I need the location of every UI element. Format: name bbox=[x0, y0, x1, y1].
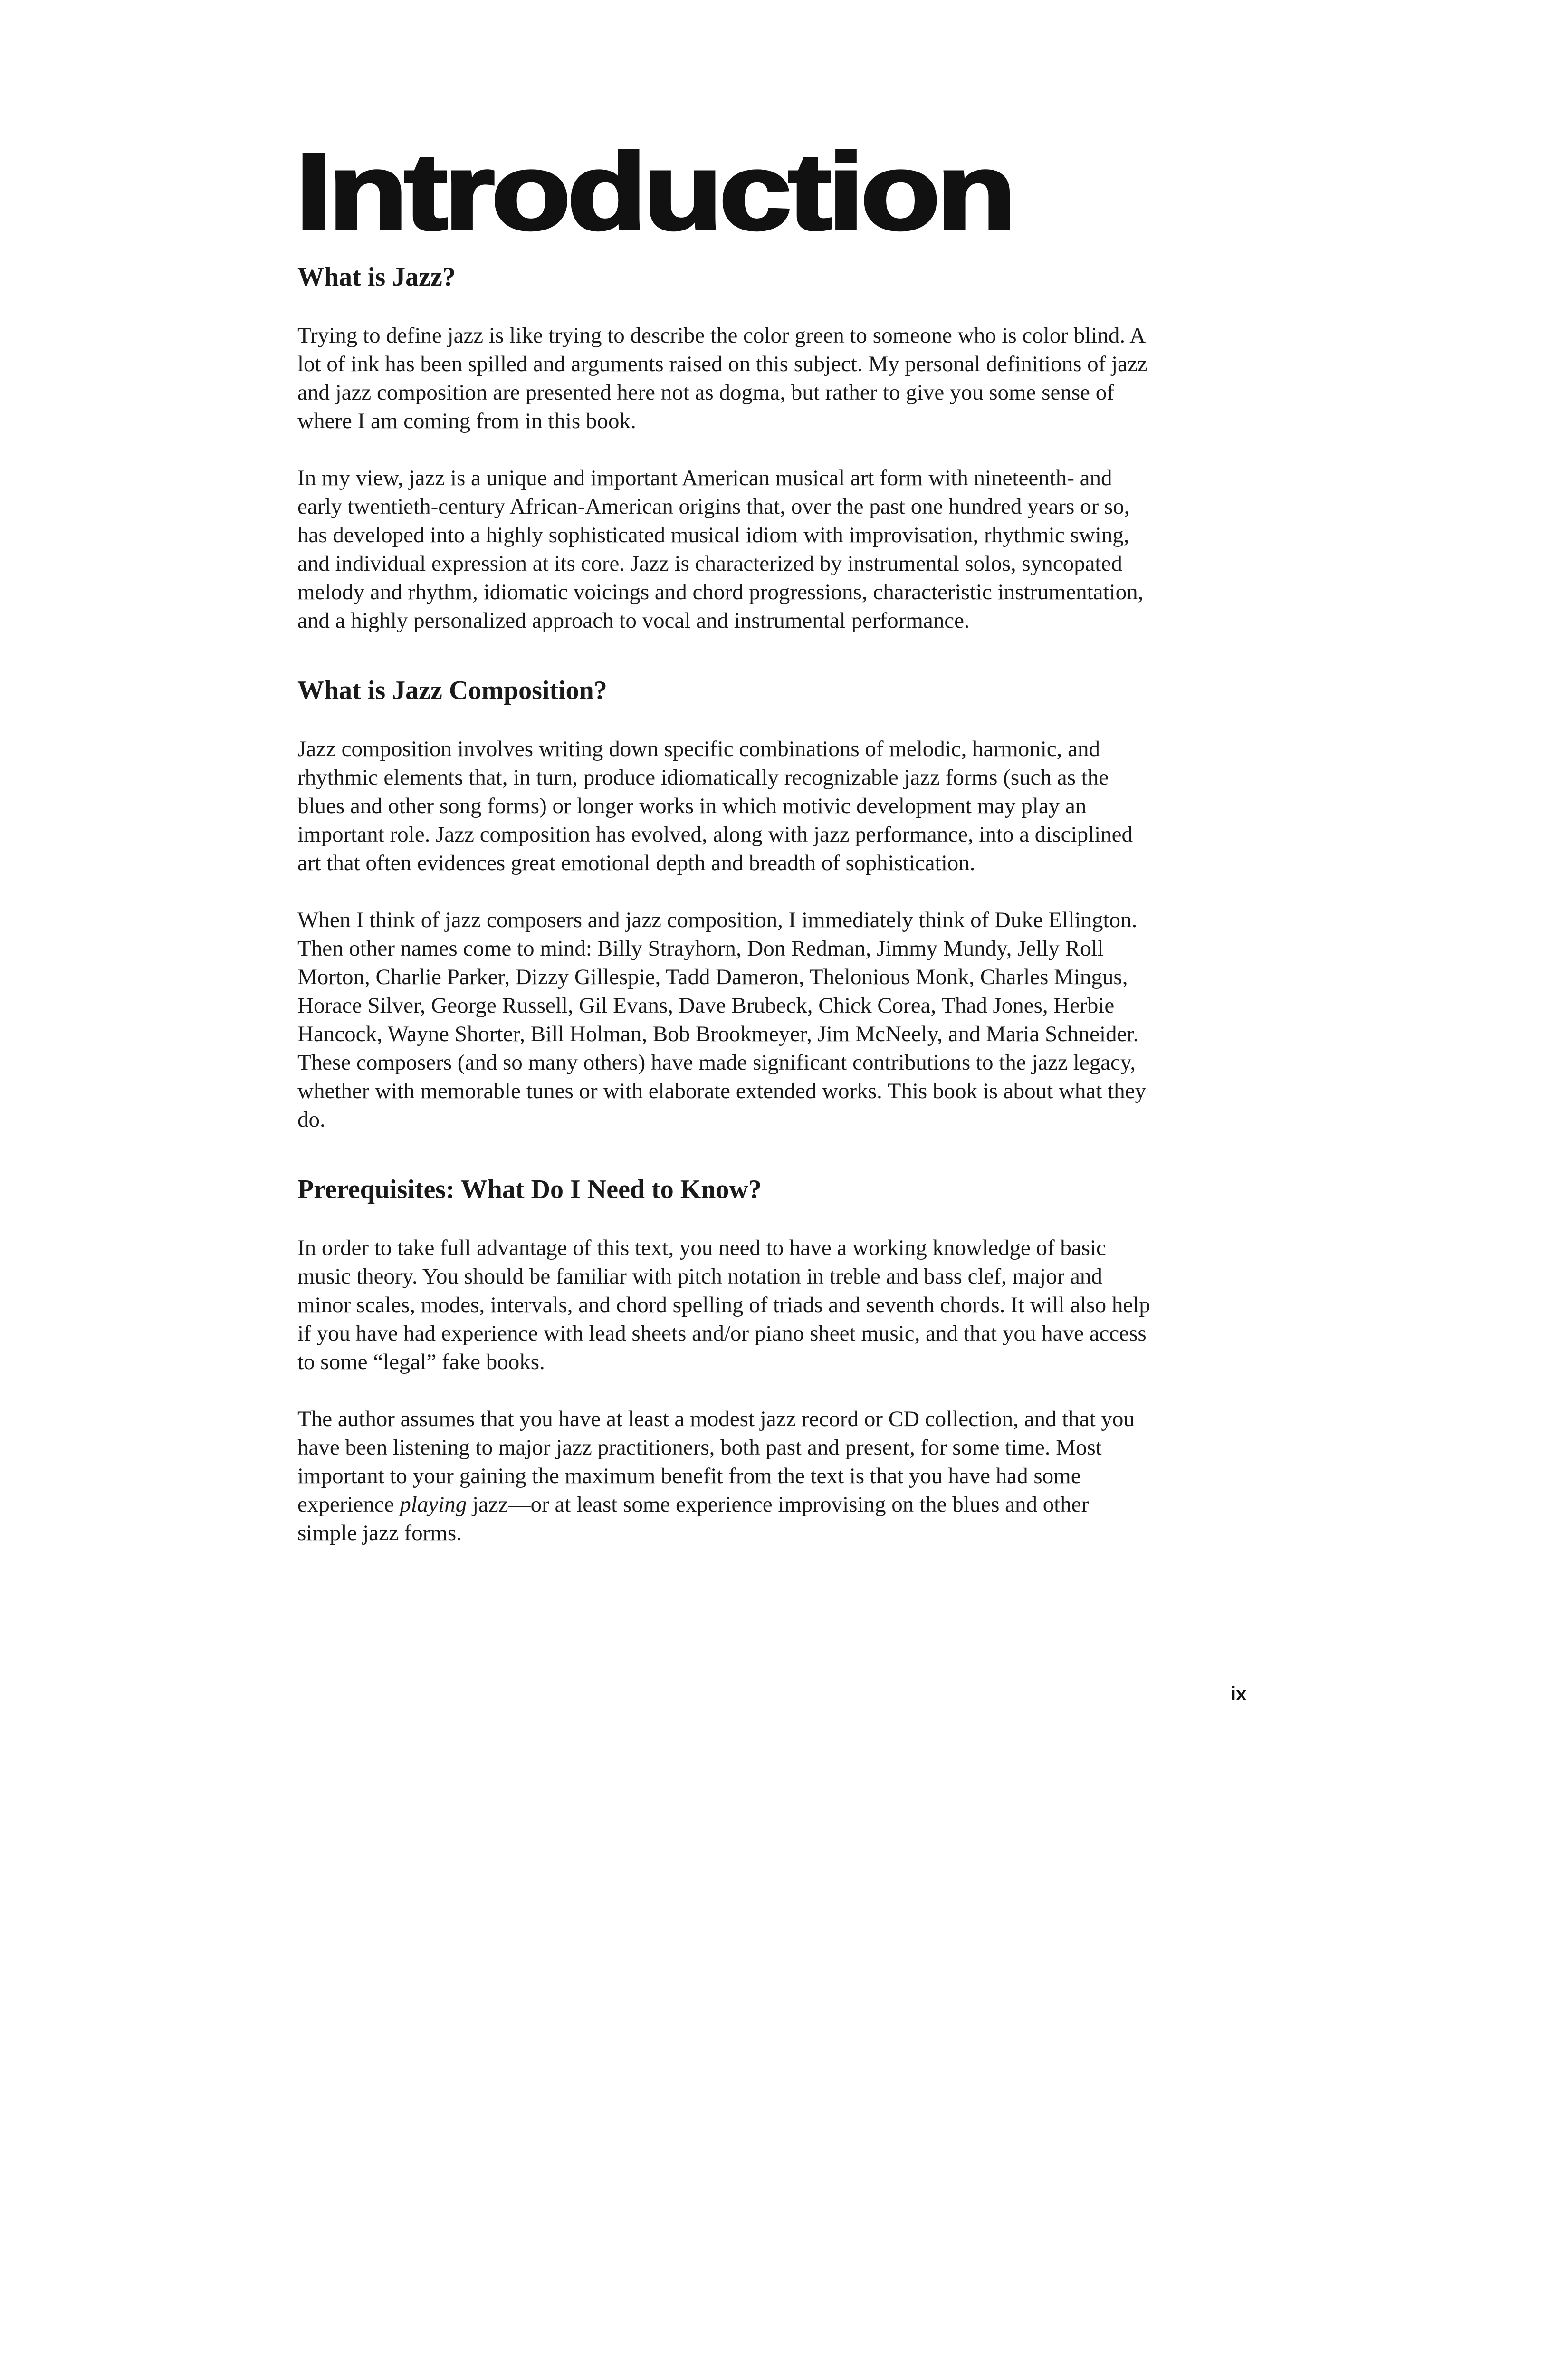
section-heading: What is Jazz Composition? bbox=[297, 676, 607, 705]
section-what-is-jazz-composition bbox=[297, 674, 1153, 1134]
main-content bbox=[297, 260, 1153, 1576]
section-heading: Prerequisites: What Do I Need to Know? bbox=[297, 1175, 762, 1204]
paragraph: In my view, jazz is a unique and important American musical art form with nineteenth- and early twentieth-century African-American origins that, over the past one hundred years or so, has developed into a highly sophisticated musical idiom with improvisation, rhythmic swing, and individual expression at its core. Jazz is characterized by instrumental solos, syncopated melody and rhythm, idiomatic voicings and chord progressions, characteristic instrumentation, and a highly personalized approach to vocal and instrumental performance. bbox=[297, 466, 1144, 633]
paragraph: Jazz composition involves writing down specific combinations of melodic, harmonic, and rhythmic elements that, in turn, produce idiomatically recognizable jazz forms (such as the blues and other song forms) or longer works in which motivic development may play an important role. Jazz composition has evolved, along with jazz performance, into a disciplined art that often evidences great emotional depth and breadth of sophistication. bbox=[297, 737, 1133, 875]
page-number: ix bbox=[1231, 1684, 1247, 1705]
section-what-is-jazz bbox=[297, 260, 1153, 635]
paragraph-final bbox=[297, 1405, 1153, 1547]
paragraph: In order to take full advantage of this text, you need to have a working knowledge of basic music theory. You should be familiar with pitch notation in treble and bass clef, major and minor scales, modes, intervals, and chord spelling of triads and seventh chords. It will also help if you have had experience with lead sheets and/or piano sheet music, and that you have access to some “legal” fake books. bbox=[297, 1236, 1150, 1374]
page-title: Introduction bbox=[296, 132, 1013, 252]
paragraph: Trying to define jazz is like trying to describe the color green to someone who is color blind. A lot of ink has been spilled and arguments raised on this subject. My personal definitions of jazz and jazz composition are presented here not as dogma, but rather to give you some sense of where I am coming from in this book. bbox=[297, 323, 1147, 433]
section-prerequisites bbox=[297, 1173, 1153, 1547]
emphasis-text: playing bbox=[400, 1492, 467, 1517]
paragraph-text: The author assumes that you have at least a modest jazz record or CD collection, and that you have been listening to major jazz practitioners, both past and present, for some time. Most important to your gaining the maximum benefit from the text is that you have had some experience bbox=[297, 1407, 1135, 1517]
section-heading: What is Jazz? bbox=[297, 262, 456, 292]
paragraph-text: jazz—or at least some experience improvising on the blues and other simple jazz forms. bbox=[297, 1492, 1089, 1545]
paragraph: When I think of jazz composers and jazz composition, I immediately think of Duke Ellington. Then other names come to mind: Billy Strayhorn, Don Redman, Jimmy Mundy, Jelly Roll Morton, Charlie Parker, Dizzy Gillespie, Tadd Dameron, Thelonious Monk, Charles Mingus, Horace Silver, George Russell, Gil Evans, Dave Brubeck, Chick Corea, Thad Jones, Herbie Hancock, Wayne Shorter, Bill Holman, Bob Brookmeyer, Jim McNeely, and Maria Schneider. These composers (and so many others) have made significant contributions to the jazz legacy, whether with memorable tunes or with elaborate extended works. This book is about what they do. bbox=[297, 908, 1146, 1132]
